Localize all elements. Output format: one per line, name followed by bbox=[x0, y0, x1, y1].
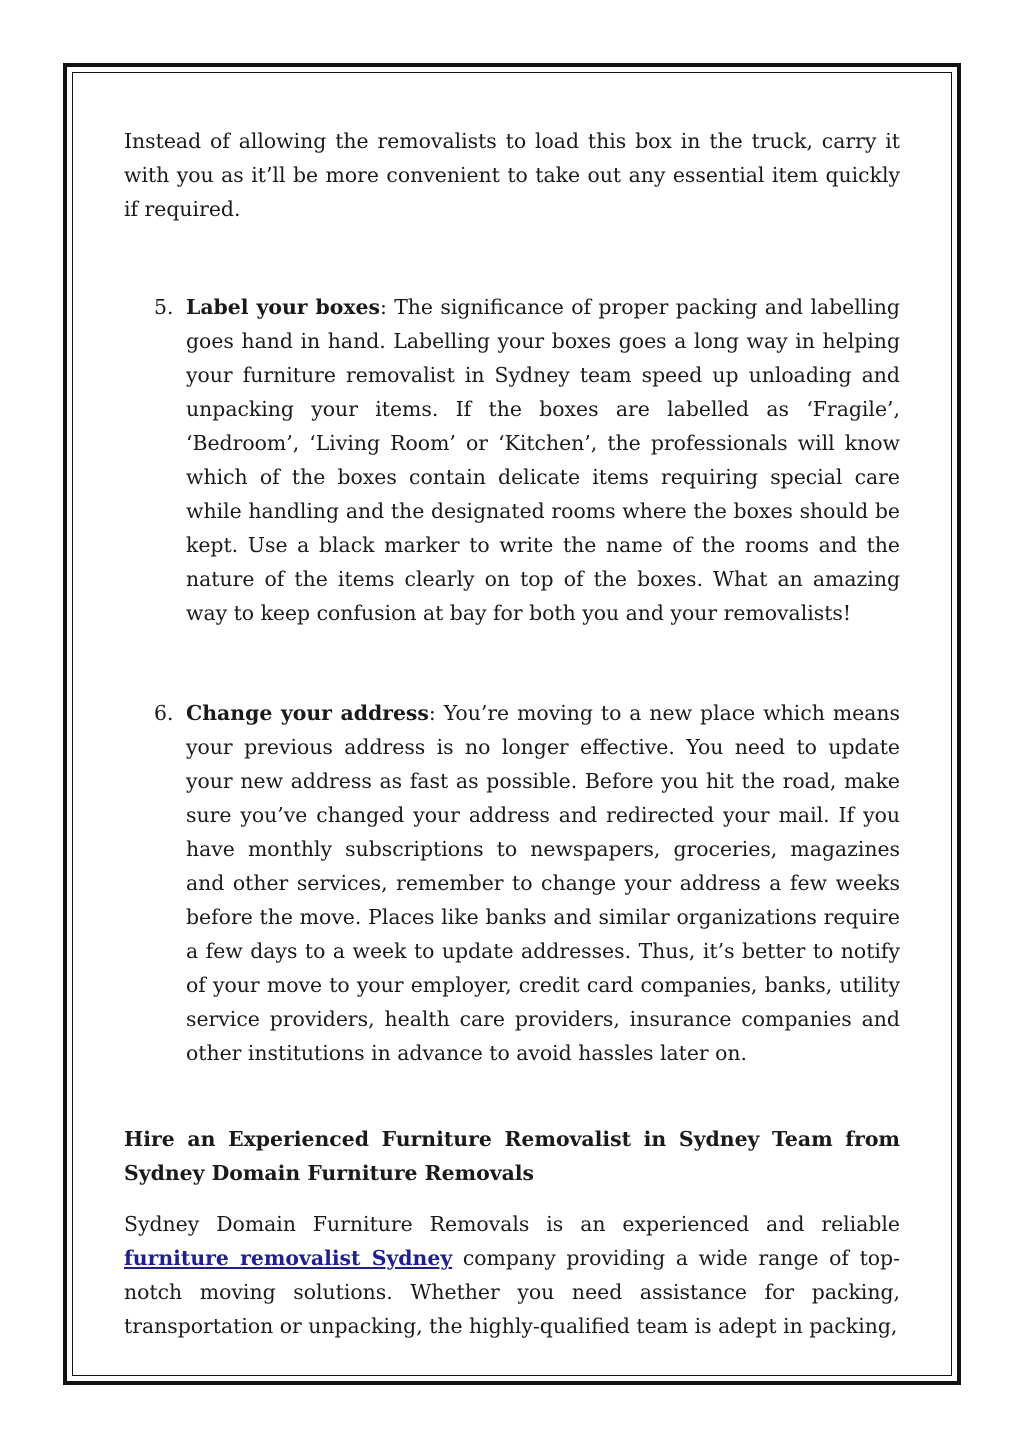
list-item-body: The significance of proper packing and labelling goes hand in hand. Labelling your boxes goes a long way in helping your furniture removalist in Sydney team speed up unloading and unpacking your items. If the boxes are labelled as ‘Fragile’, ‘Bedroom’, ‘Living Room’ or ‘Kitchen’, the professionals will know which of the boxes contain delicate items requiring special care while handling and the designated rooms where the boxes should be kept. Use a black marker to write the name of the rooms and the nature of the items clearly on top of the boxes. What an amazing way to keep confusion at bay for both you and your removalists! bbox=[186, 295, 900, 625]
section-paragraph bbox=[124, 1207, 900, 1343]
list-item-separator: : bbox=[428, 701, 444, 725]
list-item-separator: : bbox=[379, 295, 395, 319]
list-item-number: 6. bbox=[154, 701, 174, 725]
list-item-title: Change your address bbox=[186, 701, 429, 725]
list-item-body: You’re moving to a new place which means your previous address is no longer effective. You need to update your new address as fast as possible. Before you hit the road, make sure you’ve changed your address and redirected your mail. If you have monthly subscriptions to newspapers, groceries, magazines and other services, remember to change your address a few weeks before the move. Places like banks and similar organizations require a few days to a week to update addresses. Thus, it’s better to notify of your move to your employer, credit card companies, banks, utility service providers, health care providers, insurance companies and other institutions in advance to avoid hassles later on. bbox=[186, 701, 900, 1065]
list-item-label-boxes bbox=[124, 290, 900, 630]
tips-list bbox=[124, 290, 900, 1070]
furniture-removalist-link[interactable]: furniture removalist Sydney bbox=[124, 1246, 453, 1270]
intro-paragraph: Instead of allowing the removalists to load this box in the truck, carry it with you as it’ll be more convenient to take out any essential item quickly if required. bbox=[124, 129, 900, 221]
paragraph-text-before-link: Sydney Domain Furniture Removals is an experienced and reliable bbox=[124, 1212, 900, 1236]
list-item-change-address bbox=[124, 696, 900, 1070]
list-item-title: Label your boxes bbox=[186, 295, 380, 319]
document-content bbox=[124, 124, 900, 1343]
section-heading: Hire an Experienced Furniture Removalist in Sydney Team from Sydney Domain Furniture Removals bbox=[124, 1127, 900, 1185]
list-item-number: 5. bbox=[154, 295, 174, 319]
paragraph-text-after-link: company providing a wide range of top-notch moving solutions. Whether you need assistance for packing, transportation or unpacking, the highly-qualified team is adept in packing, bbox=[124, 1246, 900, 1338]
